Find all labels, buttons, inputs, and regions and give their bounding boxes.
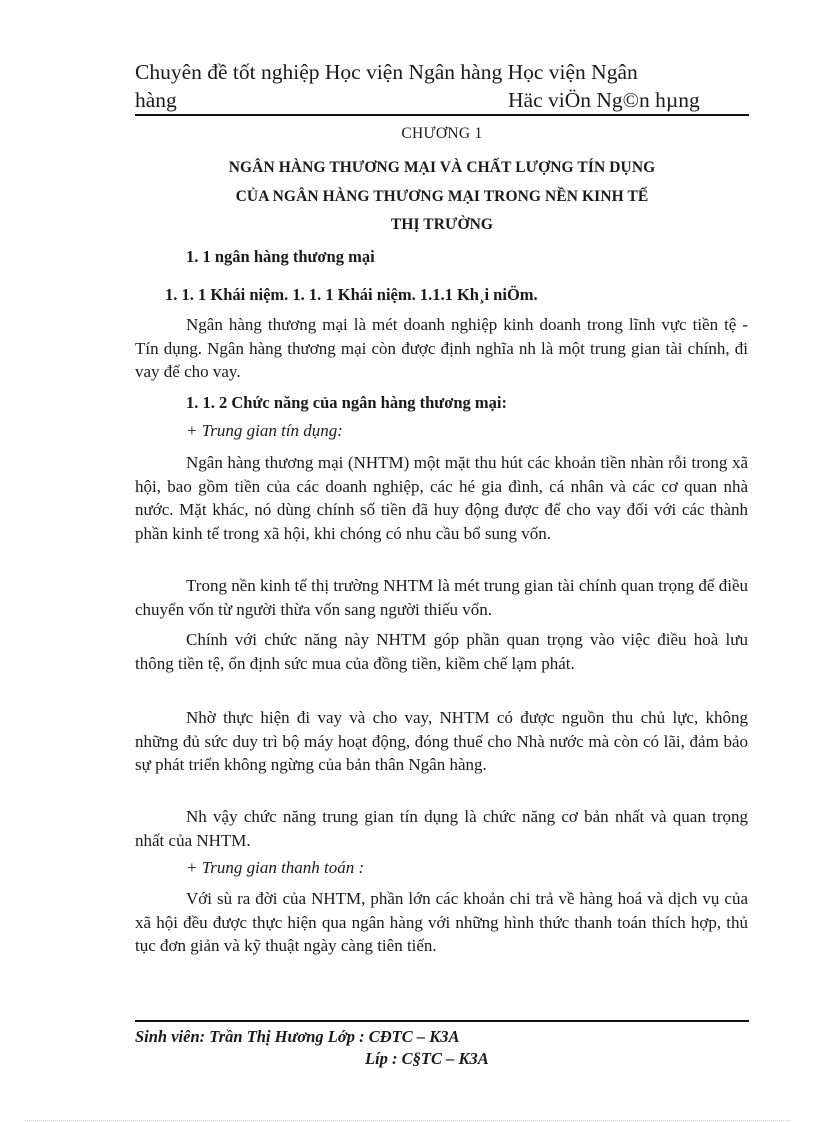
paragraph: Chính với chức năng này NHTM góp phần quan trọng vào việc điều hoà lưu thông tiền tệ, ổn định sức mua của đồng tiền, kiềm chế lạm phát. — [135, 630, 748, 673]
paragraph: Ngân hàng thương mại (NHTM) một mặt thu hút các khoản tiền nhàn rỗi trong xã hội, bao gồm tiền của các doanh nghiệp, các hé gia đình, cá nhân và các cơ quan nhà nước. Mặt khác, nó dùng chính số tiền đã huy động được để cho vay đối với các thành phần kinh tế trong xã hội, khi chóng có nhu cầu bổ sung vốn. — [135, 453, 748, 543]
paragraph: Nh vậy chức năng trung gian tín dụng là chức năng cơ bản nhất và quan trọng nhất của NHTM. — [135, 807, 748, 850]
page-bottom-border — [25, 1120, 790, 1121]
subheading-credit-intermediary: + Trung gian tín dụng: — [186, 421, 343, 440]
section-heading-1-1: 1. 1 ngân hàng thương mại — [186, 247, 375, 266]
paragraph: Trong nền kinh tế thị trường NHTM là mét trung gian tài chính quan trọng để điều chuyển vốn từ người thừa vốn sang người thiếu vốn. — [135, 576, 748, 619]
section-heading-1-1-2: 1. 1. 2 Chức năng của ngân hàng thương mại: — [186, 393, 507, 412]
header-line-2 — [135, 86, 749, 114]
header-divider — [135, 114, 749, 116]
paragraph: Với sù ra đời của NHTM, phần lớn các khoản chi trả về hàng hoá và dịch vụ của xã hội đều được thực hiện qua ngân hàng với những hình thức thanh toán thích hợp, thủ tục đơn giản và kỹ thuật ngày càng tiên tiến. — [135, 889, 748, 955]
section-heading-1-1-1: 1. 1. 1 Khái niệm. 1. 1. 1 Khái niệm. 1.1.1 Kh¸i niÖm. — [165, 285, 538, 304]
subheading-payment-intermediary: + Trung gian thanh toán : — [186, 858, 365, 877]
footer-divider — [135, 1020, 749, 1022]
paragraph: Ngân hàng thương mại là mét doanh nghiệp kinh doanh trong lĩnh vực tiền tệ - Tín dụng. Ngân hàng thương mại còn được định nghĩa nh là một trung gian tài chính, đi vay để cho vay. — [135, 315, 748, 381]
footer-class-line: Líp : C§TC – K3A — [365, 1049, 489, 1068]
header-line-2-left: hàng — [135, 88, 177, 112]
header-line-1: Chuyên đề tốt nghiệp Học viện Ngân hàng Học viện Ngân — [135, 60, 638, 84]
paragraph: Nhờ thực hiện đi vay và cho vay, NHTM có được nguồn thu chủ lực, không những đủ sức duy trì bộ máy hoạt động, đóng thuế cho Nhà nước mà còn có lãi, đảm bảo sự phát triển không ngừng của bản thân Ngân hàng. — [135, 708, 748, 774]
chapter-title-line-2: CỦA NGÂN HÀNG THƯƠNG MẠI TRONG NỀN KINH TẾ — [235, 188, 649, 205]
page-header — [135, 58, 749, 114]
chapter-title-line-3: THỊ TRƯỜNG — [390, 216, 494, 233]
chapter-label: CHƯƠNG 1 — [401, 125, 483, 142]
chapter-title-line-1: NGÂN HÀNG THƯƠNG MẠI VÀ CHẤT LƯỢNG TÍN DỤNG — [228, 159, 656, 176]
header-line-2-right: Häc viÖn Ng©n hµng — [508, 88, 700, 112]
footer-student-line: Sinh viên: Trần Thị Hương Lớp : CĐTC – K3A — [135, 1027, 460, 1046]
